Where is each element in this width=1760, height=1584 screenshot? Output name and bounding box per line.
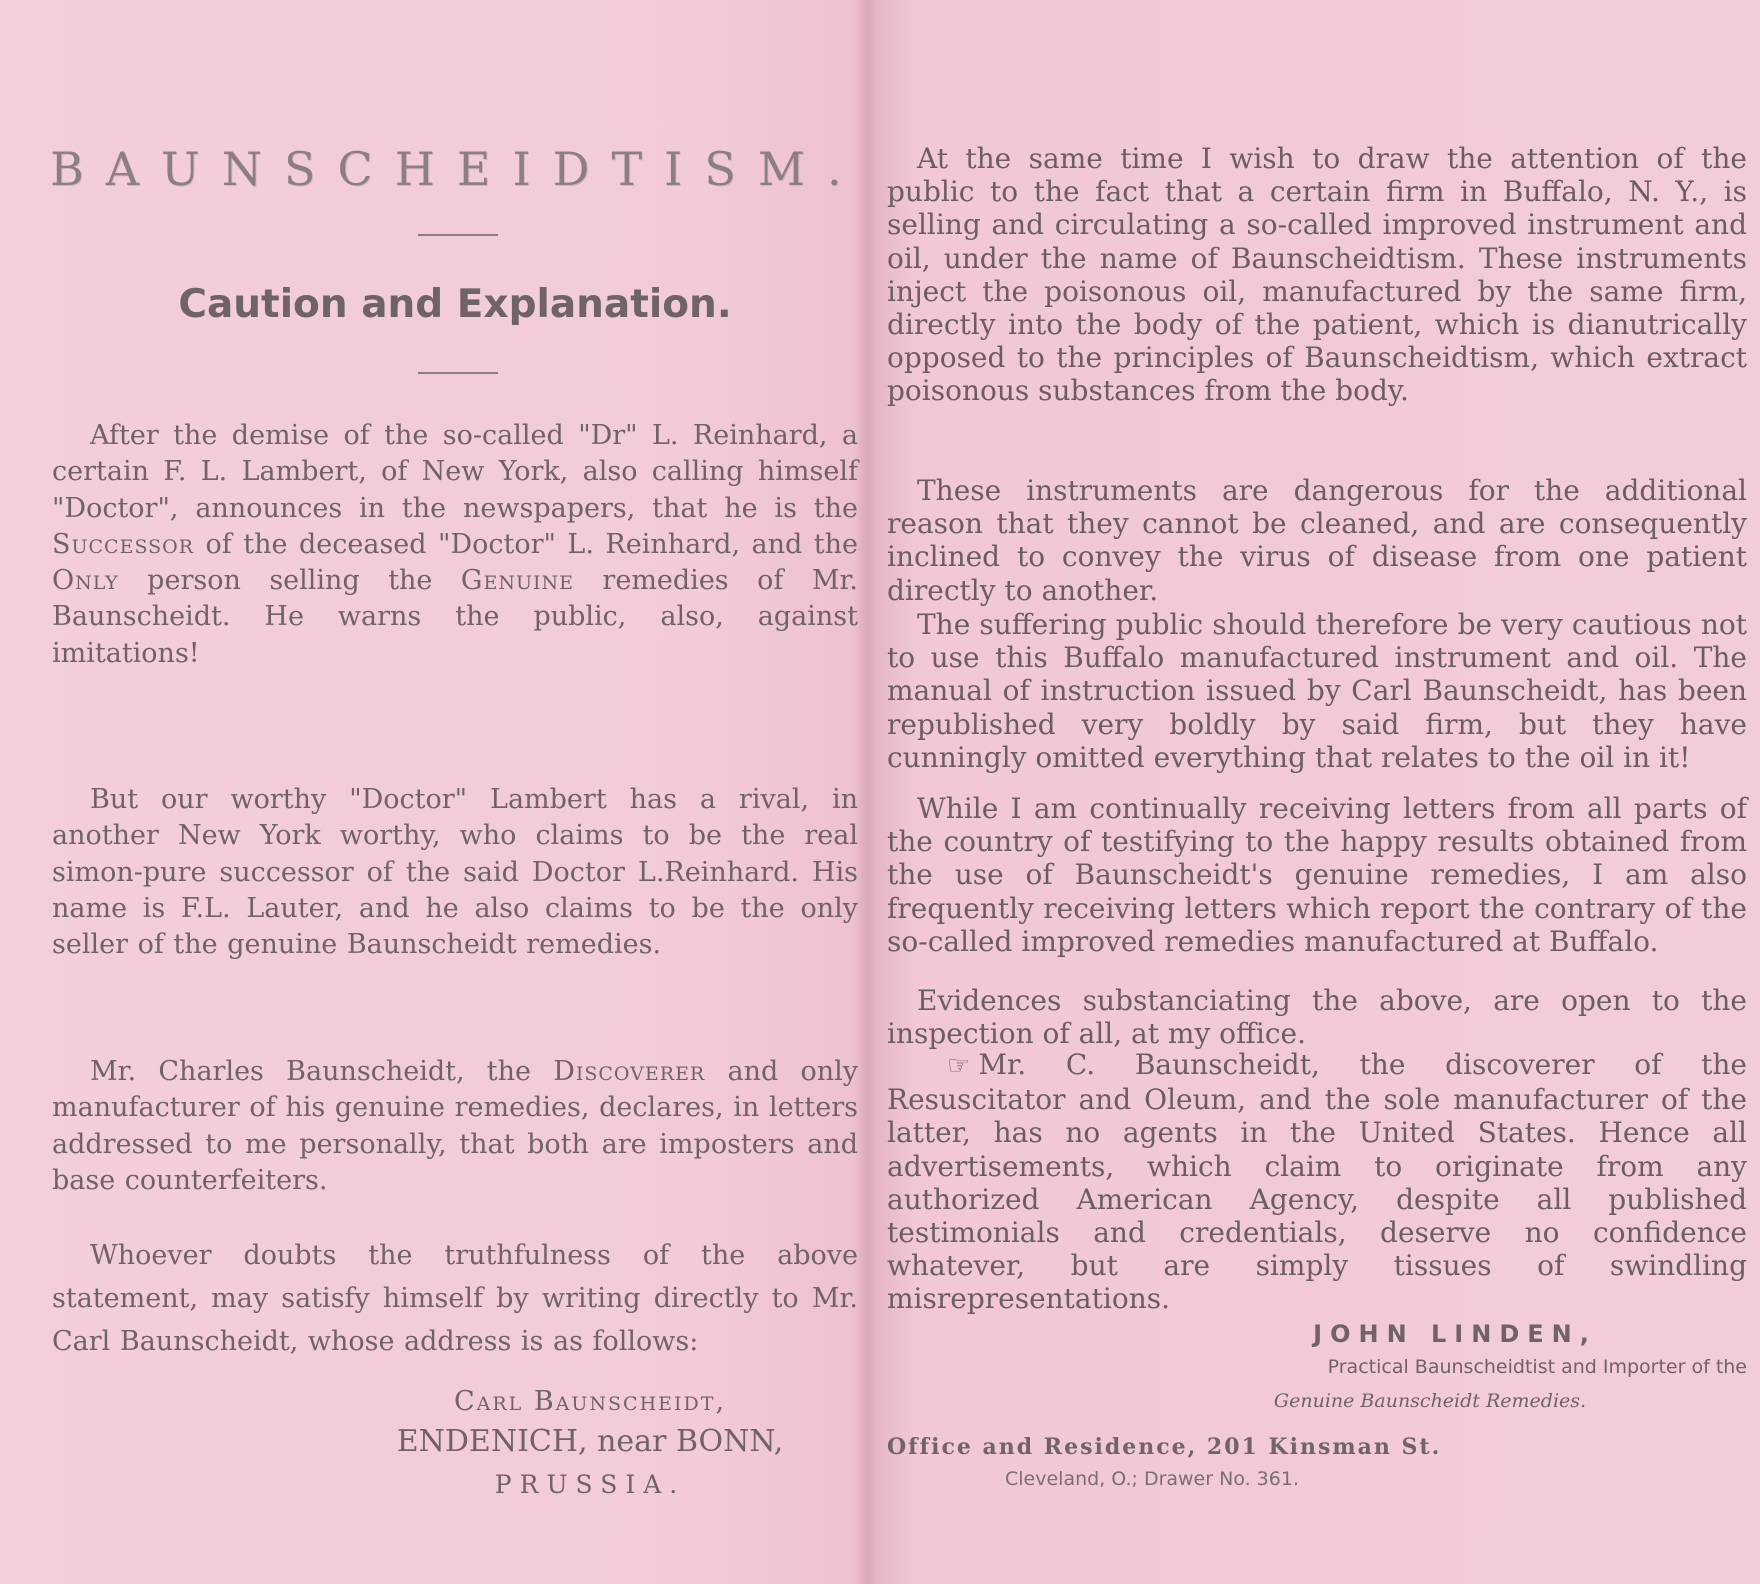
left-paragraph-1 xyxy=(52,418,858,672)
title-divider xyxy=(418,234,498,236)
office-city-drawer: Cleveland, O.; Drawer No. 361. xyxy=(1005,1468,1299,1490)
right-paragraph-5: Evidences substanciating the above, are open to the inspection of all, at my office. xyxy=(887,984,1747,1051)
para1-smallcaps-genuine: Genuine xyxy=(460,565,574,597)
para3-smallcaps-discoverer: Discoverer xyxy=(553,1056,706,1087)
address-country: PRUSSIA. xyxy=(494,1470,686,1499)
para1-smallcaps-only: Only xyxy=(52,565,119,597)
subtitle-divider xyxy=(418,372,498,374)
para1-text-3: person selling the xyxy=(118,565,461,597)
pointing-hand-icon: ☞ xyxy=(947,1051,971,1081)
para1-text-2: of the deceased "Doctor" L. Reinhard, and the xyxy=(194,528,858,560)
right-paragraph-6 xyxy=(887,1048,1747,1316)
left-paragraph-4: Whoever doubts the truthfulness of the above statement, may satisfy himself by writing directly to Mr. Carl Baunscheidt, whose address is as follows: xyxy=(52,1240,858,1357)
left-page xyxy=(0,0,870,1584)
left-paragraph-3 xyxy=(52,1054,858,1199)
office-address: Office and Residence, 201 Kinsman St. xyxy=(887,1434,1442,1460)
right-page xyxy=(875,0,1760,1584)
right-paragraph-4: While I am continually receiving letters from all parts of the country of testifying to the happy results obtained from the use of Baunscheidt's genuine remedies, I am also frequently receiving letters which report the contrary of the so-called improved remedies manufactured at Buffalo. xyxy=(887,792,1747,958)
address-name: Carl Baunscheidt, xyxy=(453,1386,727,1417)
right-paragraph-1: At the same time I wish to draw the attention of the public to the fact that a certain firm in Buffalo, N. Y., is selling and circulating a so-called improved instrument and oil, under the name of Baunscheidtism. These instruments inject the poisonous oil, manufactured by the same firm, directly into the body of the patient, which is dianutrically opposed to the principles of Baunscheidtism, which extract poisonous substances from the body. xyxy=(887,142,1747,408)
para1-text-4: remedies of Mr. Baunscheidt. He warns the public, also, against imitations! xyxy=(52,565,858,669)
para3-text-2: and only manufacturer of his genuine remedies, declares, in letters addressed to me personally, that both are imposters and base counterfeiters. xyxy=(52,1056,858,1196)
para1-smallcaps-successor: Successor xyxy=(52,528,195,560)
right-paragraph-2: These instruments are dangerous for the additional reason that they cannot be cleaned, and are consequently inclined to convey the virus of disease from one patient directly to another. xyxy=(887,474,1747,607)
signature-name: JOHN LINDEN, xyxy=(1313,1320,1597,1348)
para3-text-1: Mr. Charles Baunscheidt, the xyxy=(90,1056,554,1087)
page-title: BAUNSCHEIDTISM. xyxy=(50,142,864,196)
para1-text-1: After the demise of the so-called "Dr" L. Reinhard, a certain F. L. Lambert, of New York, also calling himself "Doctor", announces in the newspapers, that he is the xyxy=(52,420,858,524)
address-town: ENDENICH, near BONN, xyxy=(396,1424,784,1459)
signature-subtitle: Genuine Baunscheidt Remedies. xyxy=(1273,1390,1587,1412)
para6-text: Mr. C. Baunscheidt, the discoverer of the Resuscitator and Oleum, and the sole manufacturer of the latter, has no agents in the United States. Hence all advertisements, which claim to originate from any authorized American Agency, despite all published testimonials and credentials, deserve no confidence whatever, but are simply tissues of swindling misrepresentations. xyxy=(887,1048,1747,1316)
page-subtitle: Caution and Explanation. xyxy=(178,282,732,327)
right-paragraph-3: The suffering public should therefore be very cautious not to use this Buffalo manufactured instrument and oil. The manual of instruction issued by Carl Baunscheidt, has been republished very boldly by said firm, but they have cunningly omitted everything that relates to the oil in it! xyxy=(887,608,1747,774)
left-paragraph-2: But our worthy "Doctor" Lambert has a rival, in another New York worthy, who claims to be the real simon-pure successor of the said Doctor L.Reinhard. His name is F.L. Lauter, and he also claims to be the only seller of the genuine Baunscheidt remedies. xyxy=(52,784,858,961)
signature-title: Practical Baunscheidtist and Importer of the xyxy=(1327,1356,1747,1378)
